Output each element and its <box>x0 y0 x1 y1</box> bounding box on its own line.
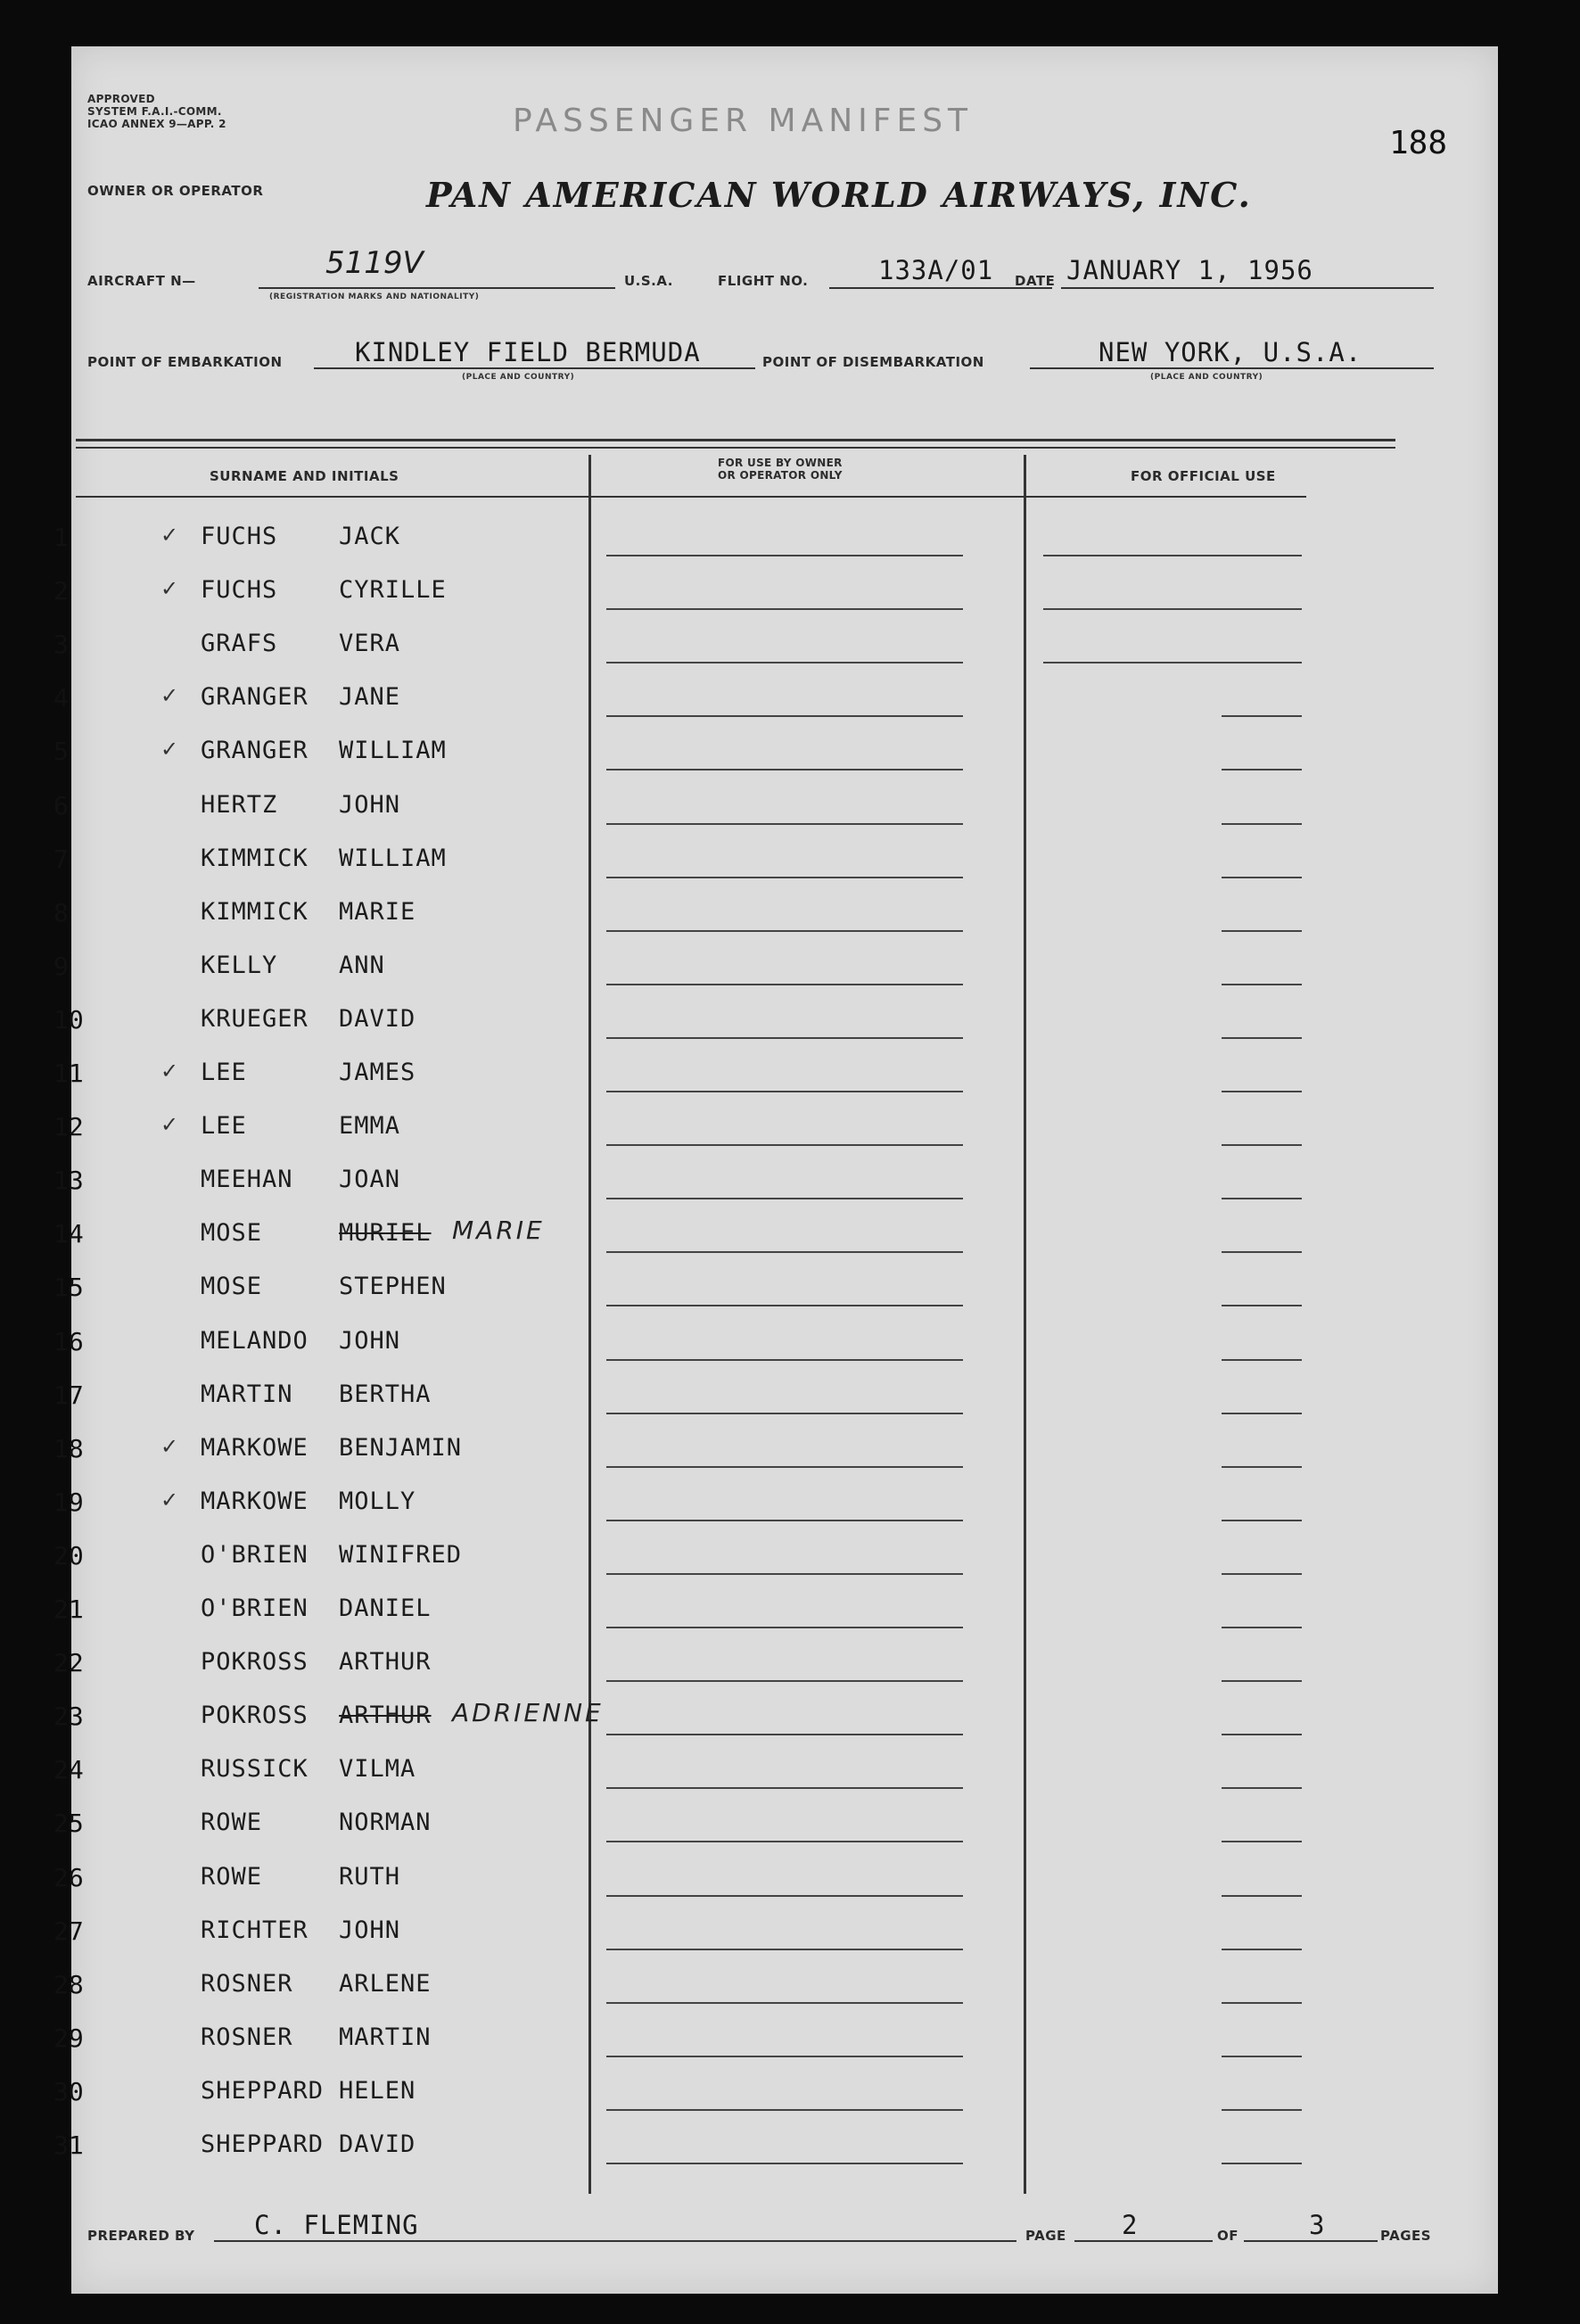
passenger-surname: KRUEGER <box>201 1005 309 1033</box>
official-use-line <box>1222 1144 1302 1146</box>
passenger-given-name: DAVID <box>339 2130 416 2158</box>
row-number: 16 <box>53 1327 84 1356</box>
passenger-given-name: ANN <box>339 952 385 979</box>
official-use-line <box>1222 1466 1302 1468</box>
passenger-given-name: HELEN <box>339 2077 416 2105</box>
passenger-row <box>0 1488 1580 1523</box>
row-number: 2 <box>53 576 69 606</box>
passenger-row <box>0 791 1580 827</box>
aircraft-line <box>259 287 615 289</box>
official-use-line <box>1043 608 1302 610</box>
official-use-line <box>1222 823 1302 825</box>
passenger-given-name: JANE <box>339 683 401 711</box>
row-number: 30 <box>53 2077 84 2106</box>
row-number: 1 <box>53 523 69 552</box>
official-use-line <box>1222 769 1302 771</box>
row-number: 14 <box>53 1219 84 1249</box>
passenger-surname: FUCHS <box>201 523 278 550</box>
approval-block <box>87 93 226 130</box>
official-use-line <box>1222 1573 1302 1575</box>
official-use-line <box>1222 2163 1302 2164</box>
official-use-line <box>1222 1037 1302 1039</box>
owner-use-line <box>606 823 963 825</box>
official-use-line <box>1222 2056 1302 2057</box>
official-use-line <box>1222 2109 1302 2111</box>
owner-use-line <box>606 662 963 663</box>
row-number: 6 <box>53 791 69 820</box>
approval-line-2: SYSTEM F.A.I.-COMM. <box>87 105 222 118</box>
owner-use-line <box>606 1359 963 1361</box>
passenger-row <box>0 1005 1580 1041</box>
checkmark: ✓ <box>160 683 179 708</box>
embark-point: KINDLEY FIELD BERMUDA <box>355 337 701 367</box>
passenger-row <box>0 1112 1580 1148</box>
handwritten-correction: MARIE <box>452 1216 545 1245</box>
passenger-given-name: WILLIAM <box>339 737 447 764</box>
passenger-given-name: STEPHEN <box>339 1273 447 1300</box>
column-header-owner <box>718 457 843 482</box>
row-number: 17 <box>53 1380 84 1410</box>
official-use-line <box>1222 1787 1302 1789</box>
passenger-row <box>0 1059 1580 1094</box>
owner-use-line <box>606 1680 963 1682</box>
owner-use-line <box>606 930 963 932</box>
row-number: 13 <box>53 1166 84 1195</box>
prepared-label: PREPARED BY <box>87 2228 195 2244</box>
disembark-point: NEW YORK, U.S.A. <box>1099 337 1362 367</box>
date-label: DATE <box>1015 273 1056 289</box>
official-use-line <box>1222 1627 1302 1628</box>
passenger-given-name: MARIE <box>339 898 416 926</box>
row-number: 23 <box>53 1702 84 1731</box>
passenger-surname: SHEPPARD <box>201 2077 325 2105</box>
passenger-row <box>0 1648 1580 1684</box>
aircraft-registration: 5119V <box>325 245 424 281</box>
owner-use-line <box>606 1466 963 1468</box>
passenger-given-name: JOAN <box>339 1166 401 1193</box>
passenger-row <box>0 1273 1580 1308</box>
passenger-surname: HERTZ <box>201 791 278 819</box>
owner-use-line <box>606 1895 963 1897</box>
passenger-row <box>0 1595 1580 1630</box>
checkmark: ✓ <box>160 1059 179 1084</box>
official-use-line <box>1222 1413 1302 1414</box>
handwritten-correction: ADRIENNE <box>452 1698 604 1727</box>
row-number: 26 <box>53 1863 84 1892</box>
passenger-given-name: CYRILLE <box>339 576 447 604</box>
owner-use-line <box>606 1413 963 1414</box>
passenger-surname: MELANDO <box>201 1327 309 1355</box>
passenger-given-name: VILMA <box>339 1755 416 1783</box>
column-header-official: FOR OFFICIAL USE <box>1131 468 1276 484</box>
header-underline <box>76 496 1306 498</box>
owner-use-line <box>606 715 963 717</box>
passenger-surname: ROWE <box>201 1809 263 1836</box>
passenger-given-name: MURIEL <box>339 1219 432 1247</box>
row-number: 10 <box>53 1005 84 1034</box>
official-use-line <box>1222 1359 1302 1361</box>
passenger-given-name: WILLIAM <box>339 845 447 872</box>
row-number: 20 <box>53 1541 84 1570</box>
disembark-label: POINT OF DISEMBARKATION <box>762 354 984 370</box>
registration-note: (REGISTRATION MARKS AND NATIONALITY) <box>269 293 480 301</box>
passenger-surname: ROWE <box>201 1863 263 1891</box>
owner-use-line <box>606 1841 963 1842</box>
passenger-given-name: RUTH <box>339 1863 401 1891</box>
row-number: 15 <box>53 1273 84 1302</box>
row-number: 21 <box>53 1595 84 1624</box>
of-label: OF <box>1217 2228 1238 2244</box>
checkmark: ✓ <box>160 737 179 762</box>
passenger-surname: O'BRIEN <box>201 1595 309 1622</box>
official-use-line <box>1222 1841 1302 1842</box>
passenger-given-name: WINIFRED <box>339 1541 463 1569</box>
passenger-surname: GRAFS <box>201 630 278 657</box>
checkmark: ✓ <box>160 1488 179 1512</box>
row-number: 5 <box>53 737 69 766</box>
passenger-surname: RUSSICK <box>201 1755 309 1783</box>
passenger-surname: GRANGER <box>201 683 309 711</box>
passenger-surname: POKROSS <box>201 1702 309 1729</box>
aircraft-label: AIRCRAFT N— <box>87 273 196 289</box>
passenger-surname: MARKOWE <box>201 1434 309 1462</box>
page-line <box>1074 2240 1213 2242</box>
passenger-given-name: NORMAN <box>339 1809 432 1836</box>
official-use-line <box>1222 1305 1302 1306</box>
row-number: 29 <box>53 2023 84 2053</box>
checkmark: ✓ <box>160 576 179 601</box>
owner-use-line <box>606 769 963 771</box>
owner-use-line <box>606 1949 963 1950</box>
row-number: 19 <box>53 1488 84 1517</box>
passenger-surname: O'BRIEN <box>201 1541 309 1569</box>
owner-use-line <box>606 1091 963 1092</box>
official-use-line <box>1222 877 1302 878</box>
owner-use-line <box>606 2056 963 2057</box>
passenger-surname: MEEHAN <box>201 1166 293 1193</box>
owner-use-line <box>606 555 963 556</box>
passenger-given-name: EMMA <box>339 1112 401 1140</box>
passenger-given-name: JACK <box>339 523 401 550</box>
passenger-surname: MARKOWE <box>201 1488 309 1515</box>
pages-label: PAGES <box>1380 2228 1432 2244</box>
passenger-given-name: JAMES <box>339 1059 416 1086</box>
passenger-row <box>0 630 1580 665</box>
embark-place-note: (PLACE AND COUNTRY) <box>462 373 575 382</box>
owner-use-line <box>606 1573 963 1575</box>
row-number: 31 <box>53 2130 84 2160</box>
passenger-row <box>0 2130 1580 2166</box>
official-use-line <box>1043 555 1302 556</box>
passenger-given-name: ARLENE <box>339 1970 432 1998</box>
passenger-row <box>0 1216 1580 1255</box>
passenger-surname: KIMMICK <box>201 898 309 926</box>
owner-use-line <box>606 1037 963 1039</box>
passenger-surname: MARTIN <box>201 1380 293 1408</box>
passenger-given-name: JOHN <box>339 1916 401 1944</box>
passenger-surname: GRANGER <box>201 737 309 764</box>
owner-use-line <box>606 984 963 985</box>
table-top-rule-2 <box>76 447 1395 449</box>
passenger-row <box>0 845 1580 880</box>
row-number: 27 <box>53 1916 84 1946</box>
owner-use-line <box>606 2163 963 2164</box>
embark-line <box>314 367 755 369</box>
official-use-line <box>1222 984 1302 985</box>
passenger-row <box>0 1327 1580 1363</box>
passenger-given-name: BENJAMIN <box>339 1434 463 1462</box>
passenger-surname: LEE <box>201 1112 247 1140</box>
owner-use-line <box>606 1734 963 1735</box>
row-number: 7 <box>53 845 69 874</box>
official-use-line <box>1222 1734 1302 1735</box>
passenger-row <box>0 1380 1580 1416</box>
embark-label: POINT OF EMBARKATION <box>87 354 283 370</box>
owner-use-line <box>606 1251 963 1253</box>
row-number: 22 <box>53 1648 84 1677</box>
official-use-line <box>1222 1895 1302 1897</box>
passenger-row <box>0 737 1580 772</box>
page-label: PAGE <box>1025 2228 1066 2244</box>
checkmark: ✓ <box>160 1434 179 1459</box>
prepared-line <box>214 2240 1016 2242</box>
passenger-surname: KIMMICK <box>201 845 309 872</box>
row-number: 3 <box>53 630 69 659</box>
official-use-line <box>1222 1949 1302 1950</box>
passenger-surname: FUCHS <box>201 576 278 604</box>
owner-use-line <box>606 877 963 878</box>
passenger-row <box>0 1166 1580 1201</box>
passenger-row <box>0 1970 1580 2006</box>
checkmark: ✓ <box>160 523 179 548</box>
passenger-given-name: ARTHUR <box>339 1702 432 1729</box>
row-number: 8 <box>53 898 69 927</box>
owner-use-line <box>606 1144 963 1146</box>
passenger-row <box>0 683 1580 719</box>
owner-use-line <box>606 1787 963 1789</box>
column-header-owner-line-2: OR OPERATOR ONLY <box>718 469 843 482</box>
official-use-line <box>1222 1198 1302 1199</box>
row-number: 28 <box>53 1970 84 1999</box>
passenger-given-name: JOHN <box>339 1327 401 1355</box>
row-number: 9 <box>53 952 69 981</box>
page-total: 3 <box>1309 2210 1326 2240</box>
passenger-given-name: BERTHA <box>339 1380 432 1408</box>
owner-use-line <box>606 1305 963 1306</box>
passenger-surname: KELLY <box>201 952 278 979</box>
official-use-line <box>1222 1520 1302 1521</box>
passenger-surname: RICHTER <box>201 1916 309 1944</box>
passenger-given-name: MARTIN <box>339 2023 432 2051</box>
owner-use-line <box>606 1627 963 1628</box>
flight-date: JANUARY 1, 1956 <box>1066 255 1313 285</box>
approval-line-3: ICAO ANNEX 9—APP. 2 <box>87 118 226 130</box>
passenger-row <box>0 1863 1580 1899</box>
disembark-place-note: (PLACE AND COUNTRY) <box>1150 373 1263 382</box>
passenger-given-name: ARTHUR <box>339 1648 432 1676</box>
operator-name: PAN AMERICAN WORLD AIRWAYS, INC. <box>426 175 1252 215</box>
passenger-row <box>0 576 1580 612</box>
owner-use-line <box>606 2002 963 2004</box>
passenger-row <box>0 1809 1580 1844</box>
checkmark: ✓ <box>160 1112 179 1137</box>
row-number: 11 <box>53 1059 84 1088</box>
passenger-surname: MOSE <box>201 1219 263 1247</box>
official-use-line <box>1222 930 1302 932</box>
official-use-line <box>1222 1251 1302 1253</box>
passenger-row <box>0 898 1580 934</box>
date-line <box>1061 287 1434 289</box>
passenger-given-name: VERA <box>339 630 401 657</box>
passenger-row <box>0 1541 1580 1577</box>
official-use-line <box>1222 1680 1302 1682</box>
page-number: 188 <box>1389 125 1448 161</box>
passenger-row <box>0 523 1580 558</box>
flight-label: FLIGHT NO. <box>718 273 809 289</box>
row-number: 12 <box>53 1112 84 1141</box>
owner-label: OWNER OR OPERATOR <box>87 183 264 199</box>
owner-use-line <box>606 608 963 610</box>
column-header-owner-line-1: FOR USE BY OWNER <box>718 457 843 469</box>
passenger-row <box>0 952 1580 987</box>
row-number: 25 <box>53 1809 84 1838</box>
table-top-rule <box>76 439 1395 441</box>
usa-label: U.S.A. <box>624 273 673 289</box>
official-use-line <box>1222 2002 1302 2004</box>
approval-line-1: APPROVED <box>87 93 155 105</box>
row-number: 18 <box>53 1434 84 1463</box>
passenger-given-name: DAVID <box>339 1005 416 1033</box>
passenger-row <box>0 2077 1580 2113</box>
row-number: 24 <box>53 1755 84 1784</box>
disembark-line <box>1030 367 1434 369</box>
owner-use-line <box>606 1520 963 1521</box>
passenger-given-name: JOHN <box>339 791 401 819</box>
passenger-given-name: DANIEL <box>339 1595 432 1622</box>
prepared-by: C. FLEMING <box>254 2210 419 2240</box>
passenger-surname: LEE <box>201 1059 247 1086</box>
of-line <box>1244 2240 1378 2242</box>
owner-use-line <box>606 1198 963 1199</box>
official-use-line <box>1043 662 1302 663</box>
passenger-row <box>0 1755 1580 1791</box>
page-current: 2 <box>1122 2210 1139 2240</box>
passenger-surname: ROSNER <box>201 2023 293 2051</box>
passenger-given-name: MOLLY <box>339 1488 416 1515</box>
column-header-name: SURNAME AND INITIALS <box>210 468 399 484</box>
flight-number: 133A/01 <box>878 255 994 285</box>
passenger-surname: MOSE <box>201 1273 263 1300</box>
row-number: 4 <box>53 683 69 713</box>
passenger-row <box>0 2023 1580 2059</box>
passenger-row <box>0 1698 1580 1737</box>
passenger-row <box>0 1916 1580 1952</box>
page-title: PASSENGER MANIFEST <box>513 103 974 139</box>
official-use-line <box>1222 715 1302 717</box>
passenger-surname: POKROSS <box>201 1648 309 1676</box>
passenger-surname: SHEPPARD <box>201 2130 325 2158</box>
passenger-surname: ROSNER <box>201 1970 293 1998</box>
official-use-line <box>1222 1091 1302 1092</box>
owner-use-line <box>606 2109 963 2111</box>
passenger-row <box>0 1434 1580 1470</box>
